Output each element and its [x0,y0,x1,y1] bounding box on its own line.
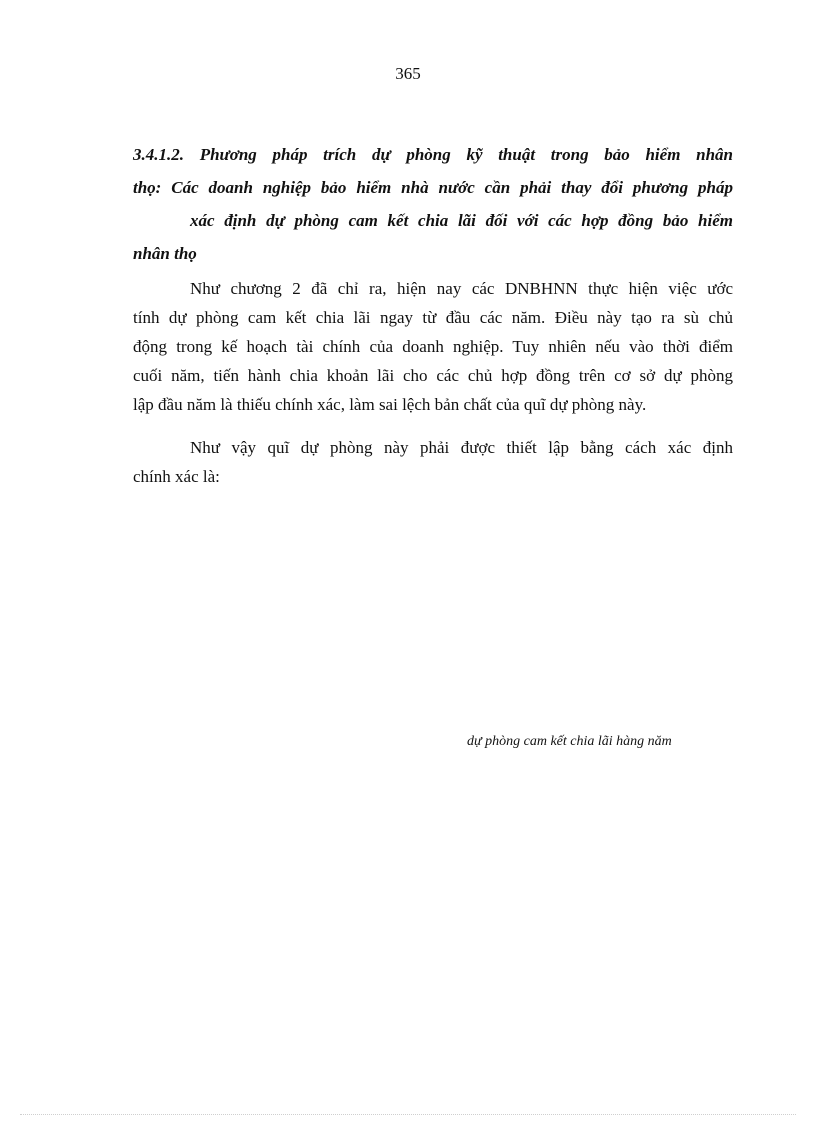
paragraph-1-line-4: cuối năm, tiến hành chia khoản lãi cho các chủ hợp đồng trên cơ sở dự phòng [133,366,733,385]
paragraph-1-line-2: tính dự phòng cam kết chia lãi ngay từ đầu các năm. Điều này tạo ra sù chủ [133,308,733,327]
body-paragraph-1 [133,278,733,423]
paragraph-1-line-1: Như chương 2 đã chỉ ra, hiện nay các DNBHNN thực hiện việc ước [190,279,733,298]
heading-line-3: xác định dự phòng cam kết chia lãi đối với các hợp đồng bảo hiểm [190,211,733,230]
heading-line-4: nhân thọ [133,244,197,263]
page-number: 365 [395,64,421,83]
paragraph-2-line-2: chính xác là: [133,467,220,486]
page-bottom-border [20,1114,796,1115]
paragraph-1-line-3: động trong kế hoạch tài chính của doanh nghiệp. Tuy nhiên nếu vào thời điểm [133,337,733,356]
body-paragraph-2 [133,437,733,495]
heading-line-1: 3.4.1.2. Phương pháp trích dự phòng kỹ thuật trong bảo hiểm nhân [133,145,733,164]
section-heading [133,143,733,275]
paragraph-1-line-5: lập đầu năm là thiếu chính xác, làm sai lệch bản chất của quĩ dự phòng này. [133,395,647,414]
heading-line-2: thọ: Các doanh nghiệp bảo hiểm nhà nước cần phải thay đổi phương pháp [133,178,733,197]
formula-caption: dự phòng cam kết chia lãi hàng năm [467,734,672,749]
paragraph-2-line-1: Như vậy quĩ dự phòng này phải được thiết lập bằng cách xác định [190,438,733,457]
